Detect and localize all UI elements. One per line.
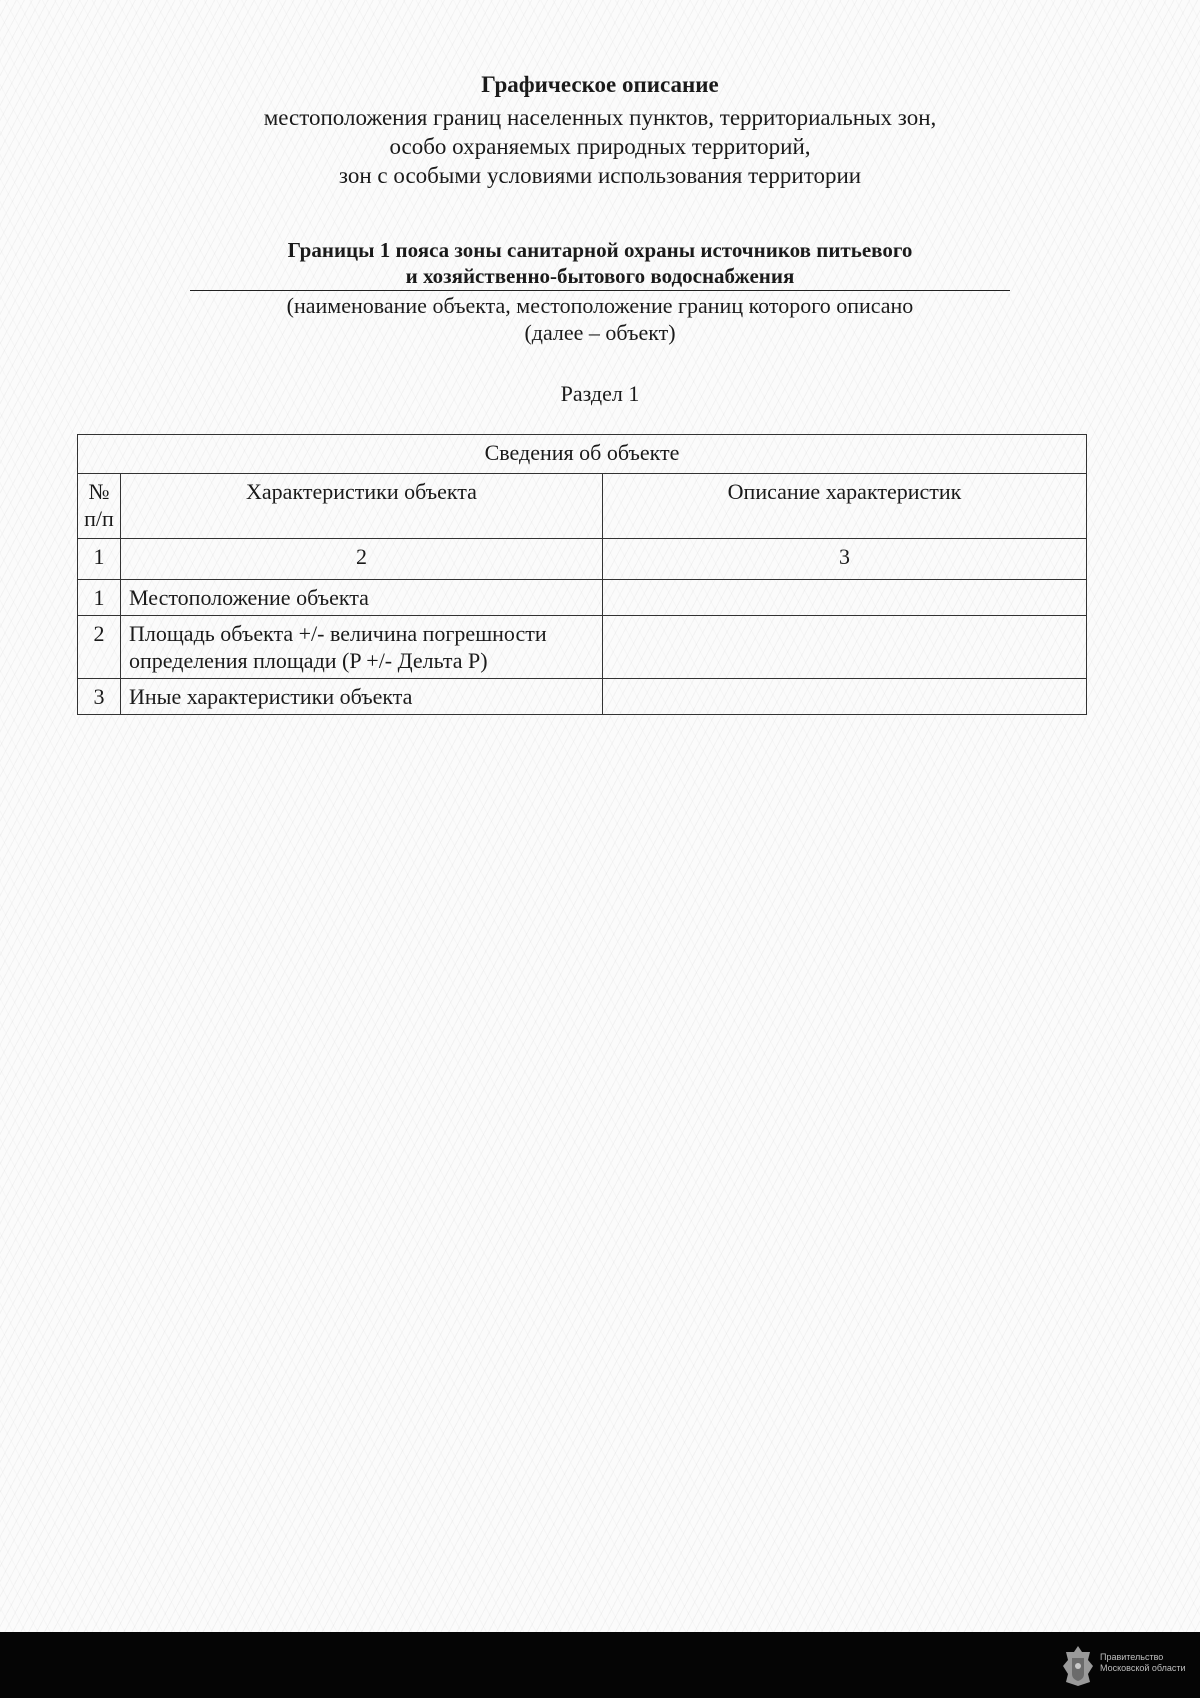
object-name-line: и хозяйственно-бытового водоснабжения: [405, 264, 795, 288]
index-cell: 2: [121, 539, 603, 580]
scan-footer-bar: [0, 1632, 1200, 1698]
document-subtitle: [0, 103, 1200, 190]
row-value: [603, 580, 1087, 616]
header-num: № п/п: [78, 474, 121, 539]
table-caption-row: [78, 435, 1087, 474]
header-characteristics: Характеристики объекта: [121, 474, 603, 539]
object-name-line: Границы 1 пояса зоны санитарной охраны источников питьевого: [287, 238, 913, 262]
object-name: [190, 237, 1010, 289]
table-header-row: [78, 474, 1087, 539]
header-description: Описание характеристик: [603, 474, 1087, 539]
coat-of-arms-icon: [1060, 1644, 1096, 1688]
document-title: Графическое описание: [481, 72, 719, 97]
row-label: Иные характеристики объекта: [121, 679, 603, 715]
table-row: [78, 616, 1087, 679]
row-value: [603, 679, 1087, 715]
index-cell: 3: [603, 539, 1087, 580]
row-number: 2: [78, 616, 121, 679]
table-caption: Сведения об объекте: [78, 435, 1087, 474]
object-info-table: [77, 434, 1087, 715]
index-cell: 1: [78, 539, 121, 580]
footer-line: Московской области: [1100, 1663, 1186, 1673]
object-caption: [190, 292, 1010, 346]
row-label: Площадь объекта +/- величина погрешности определения площади (P +/- Дельта P): [121, 616, 603, 679]
row-value: [603, 616, 1087, 679]
object-name-underline: [190, 290, 1010, 291]
footer-org-name: [1100, 1652, 1196, 1674]
table-row: [78, 580, 1087, 616]
table-row: [78, 679, 1087, 715]
subtitle-line: зон с особыми условиями использования территории: [338, 163, 862, 188]
row-label: Местоположение объекта: [121, 580, 603, 616]
object-caption-line: (далее – объект): [524, 320, 676, 345]
subtitle-line: местоположения границ населенных пунктов, территориальных зон,: [263, 105, 937, 130]
row-number: 1: [78, 580, 121, 616]
row-number: 3: [78, 679, 121, 715]
object-caption-line: (наименование объекта, местоположение границ которого описано: [286, 293, 914, 318]
table-index-row: [78, 539, 1087, 580]
section-title: Раздел 1: [560, 381, 640, 406]
footer-line: Правительство: [1100, 1652, 1164, 1662]
subtitle-line: особо охраняемых природных территорий,: [389, 134, 811, 159]
